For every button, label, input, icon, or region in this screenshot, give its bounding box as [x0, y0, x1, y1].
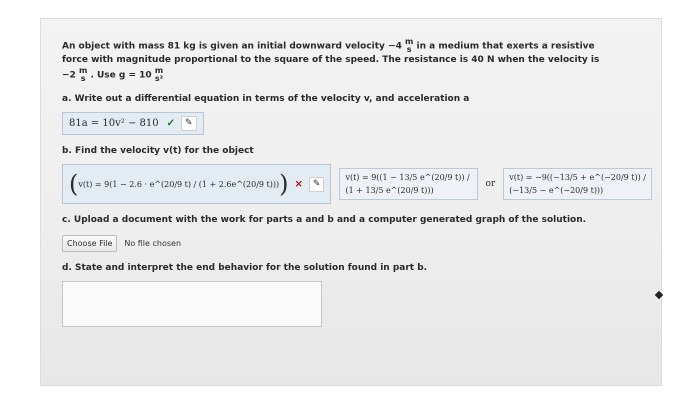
problem-unit-den: s: [406, 45, 412, 54]
part-b-prompt: b. Find the velocity v(t) for the object: [62, 146, 254, 156]
pencil-icon[interactable]: ✎: [181, 116, 197, 131]
part-d-prompt: d. State and interpret the end behavior for the solution found in part b.: [62, 263, 428, 273]
problem-velocity: −4: [388, 41, 402, 52]
part-c-prompt: c. Upload a document with the work for parts a and b and a computer generated graph of the solution.: [62, 215, 587, 225]
paren-left: (: [69, 170, 79, 198]
part-a-answer: 81a = 10v² − 810: [69, 118, 159, 129]
problem-line3-b: . Use: [90, 70, 116, 81]
no-file-text: No file chosen: [124, 239, 182, 248]
file-upload: [62, 235, 652, 252]
problem-g: g = 10: [118, 70, 152, 81]
choose-file-button[interactable]: Choose File: [62, 235, 117, 252]
part-b-answer: v(t) = 9(1 − 2.6 · e^(20/9 t) / (1 + 2.6e^(20/9 t))): [78, 179, 280, 189]
paren-right: ): [279, 170, 289, 198]
problem-line3-a: −2: [62, 70, 76, 81]
question-content: [62, 38, 652, 327]
part-b-answer-field[interactable]: [62, 164, 331, 204]
problem-g-unit-num: m: [154, 66, 164, 75]
alt-answer-1: v(t) = 9((1 − 13/5 e^(20/9 t)) / (1 + 13/5 e^(20/9 t))): [339, 168, 477, 200]
or-text: or: [485, 178, 496, 189]
part-a-row: [62, 112, 652, 135]
pencil-icon[interactable]: ✎: [309, 177, 325, 192]
check-icon: ✓: [166, 118, 176, 129]
part-d-textarea[interactable]: [62, 281, 322, 327]
problem-line3-unit-den: s: [80, 74, 86, 83]
cross-icon: ×: [294, 178, 303, 190]
problem-g-unit: [155, 67, 163, 83]
part-a-answer-field[interactable]: [62, 112, 204, 135]
problem-line3-unit: [79, 67, 87, 83]
part-a-prompt: a. Write out a differential equation in terms of the velocity v, and acceleration a: [62, 94, 470, 104]
problem-unit-num: m: [405, 37, 414, 46]
problem-unit: [405, 38, 413, 54]
problem-line3-unit-num: m: [78, 66, 88, 75]
problem-line1-b: in a medium that exerts a resistive: [416, 41, 595, 52]
alt-answer-2: v(t) = −9((−13/5 + e^(−20/9 t)) / (−13/5 − e^(−20/9 t))): [503, 168, 652, 200]
problem-g-unit-den: s²: [154, 74, 164, 83]
problem-line2: force with magnitude proportional to the square of the speed. The resistance is 40 N when the velocity is: [62, 55, 600, 65]
problem-line1-a: An object with mass 81 kg is given an initial downward velocity: [62, 41, 385, 52]
part-b-row: [62, 164, 652, 204]
problem-statement: [62, 38, 622, 83]
